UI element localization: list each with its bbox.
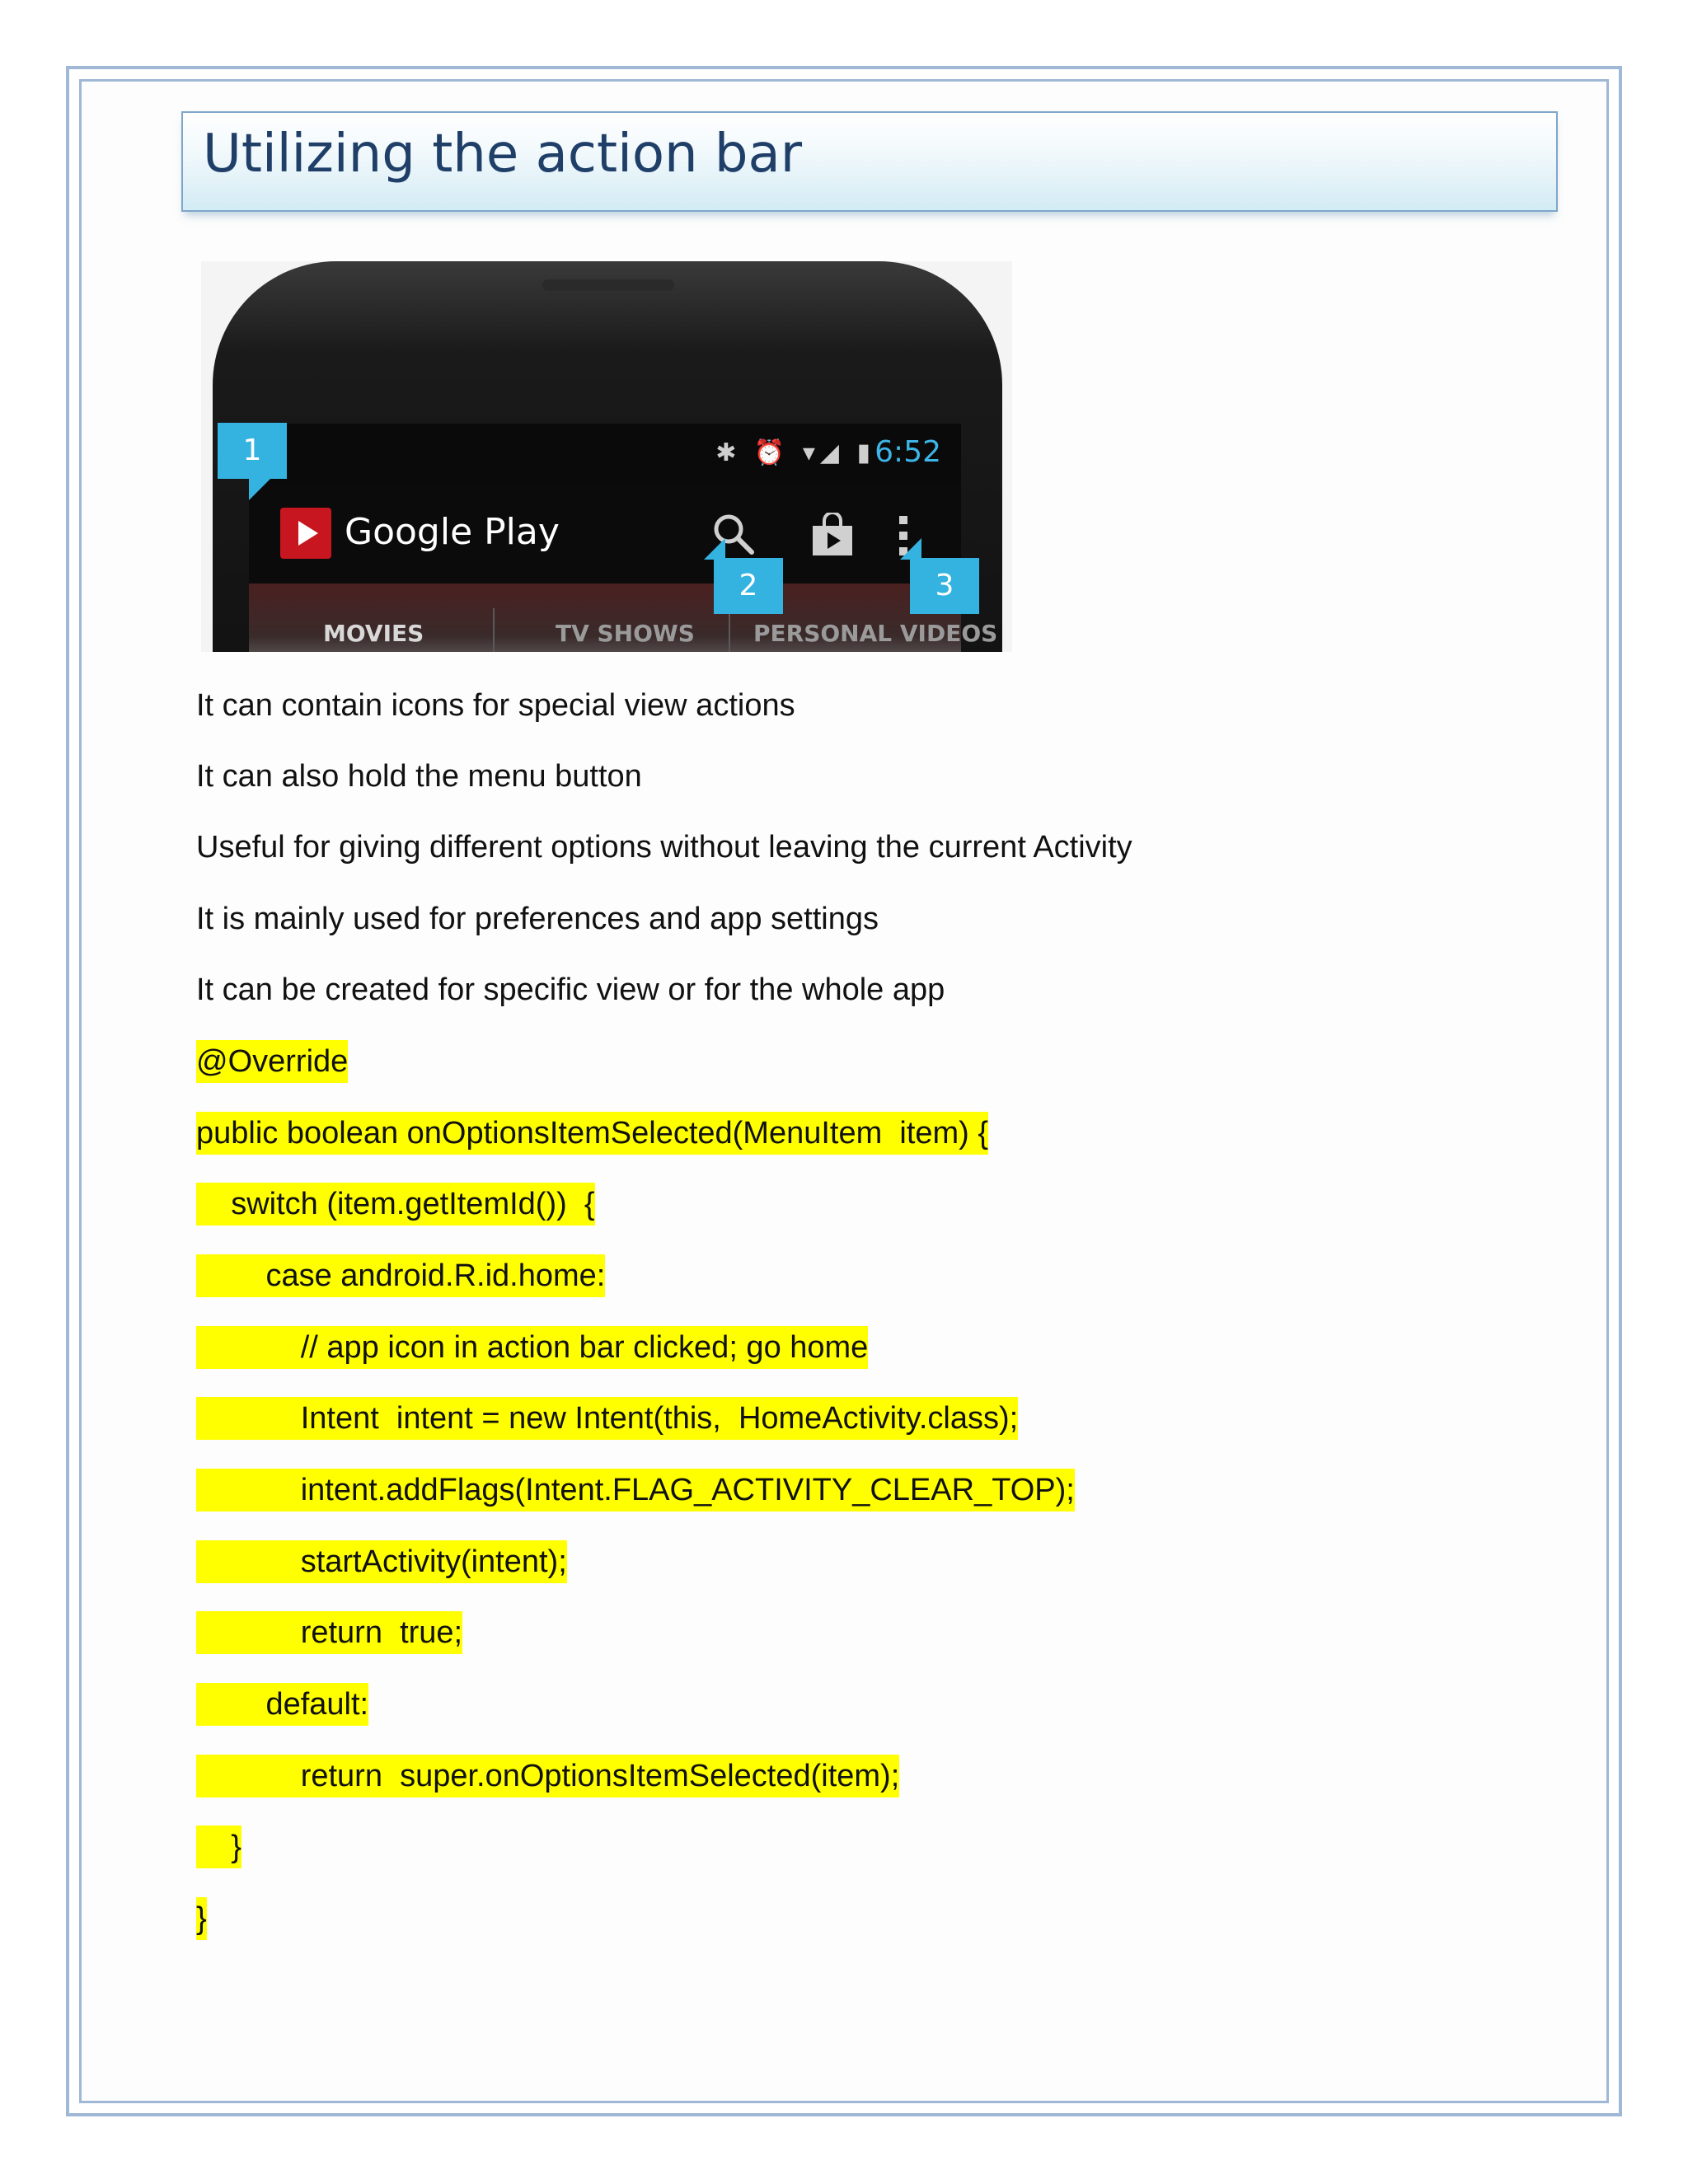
status-icons: ✱ ⏰ ▾◢ ▮: [715, 438, 875, 467]
bullet-line: It is mainly used for preferences and app settings: [196, 902, 879, 936]
callout-3: [910, 558, 979, 614]
phone-speaker: [542, 279, 674, 291]
code-line: // app icon in action bar clicked; go home: [196, 1326, 868, 1369]
bullet-line: It can also hold the menu button: [196, 759, 642, 794]
app-title: Google Play: [345, 511, 560, 553]
code-line: return true;: [196, 1611, 462, 1654]
code-line: public boolean onOptionsItemSelected(MenuItem item) {: [196, 1112, 988, 1155]
callout-1-label: 1: [242, 434, 262, 467]
code-line: }: [196, 1825, 241, 1868]
tab-divider: [493, 608, 495, 652]
callout-3-label: 3: [935, 569, 954, 602]
bullet-line: It can be created for specific view or for the whole app: [196, 972, 945, 1007]
status-time: 6:52: [874, 435, 941, 469]
bullet-line: Useful for giving different options without leaving the current Activity: [196, 830, 1132, 865]
code-line: Intent intent = new Intent(this, HomeActivity.class);: [196, 1397, 1018, 1440]
store-bag-icon: [809, 513, 856, 557]
page-title: Utilizing the action bar: [203, 124, 803, 185]
code-line: intent.addFlags(Intent.FLAG_ACTIVITY_CLEAR_TOP);: [196, 1469, 1075, 1511]
callout-1: [218, 423, 287, 479]
google-play-movies-icon: [280, 508, 331, 559]
status-bar: [249, 424, 961, 485]
code-line: startActivity(intent);: [196, 1540, 567, 1583]
tab-movies: MOVIES: [323, 620, 424, 647]
callout-2: [714, 558, 783, 614]
code-line: }: [196, 1897, 207, 1940]
code-line: case android.R.id.home:: [196, 1254, 605, 1297]
callout-2-label: 2: [738, 569, 758, 602]
action-bar: [249, 485, 961, 583]
phone-screen: [249, 424, 998, 652]
code-line: return super.onOptionsItemSelected(item);: [196, 1755, 899, 1797]
code-line: default:: [196, 1683, 368, 1726]
code-line: @Override: [196, 1040, 348, 1083]
tab-divider: [729, 608, 730, 652]
tab-tv-shows: TV SHOWS: [556, 620, 695, 647]
tab-bar: [249, 583, 998, 652]
action-bar-screenshot: [201, 261, 1012, 652]
bullet-line: It can contain icons for special view actions: [196, 688, 795, 723]
code-line: switch (item.getItemId()) {: [196, 1183, 595, 1226]
tab-personal-videos: PERSONAL VIDEOS: [753, 620, 998, 647]
